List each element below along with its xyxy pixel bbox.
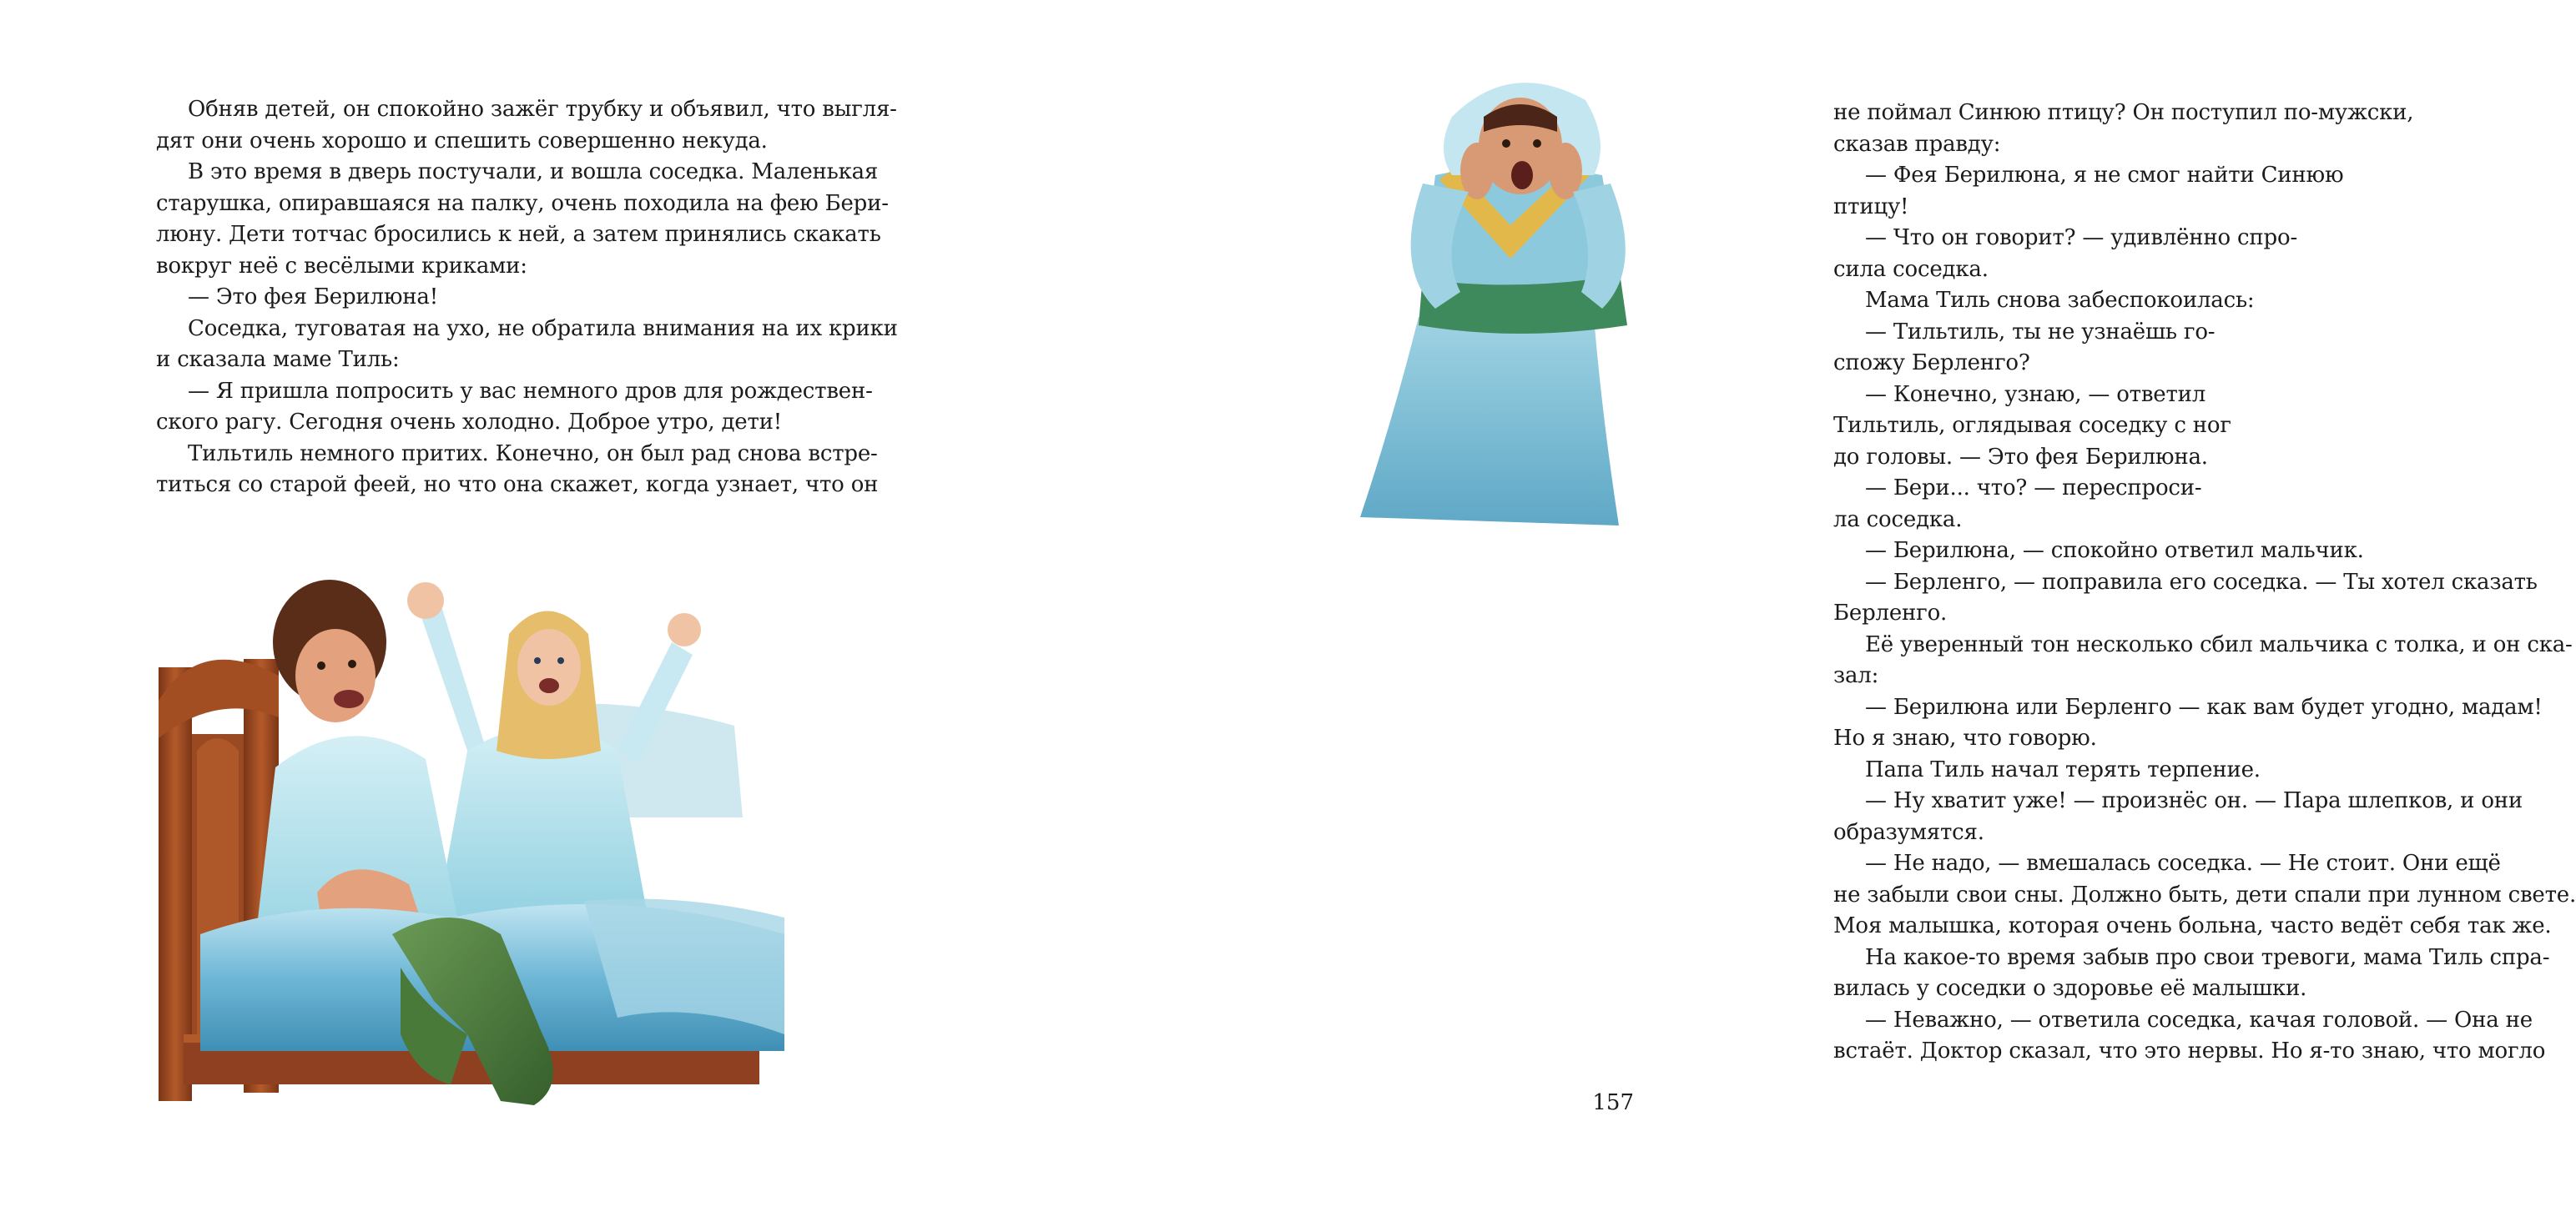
- text-line: образумятся.: [1833, 819, 1984, 845]
- right-page-text: [1833, 98, 2576, 1068]
- right-page: [879, 0, 2576, 1222]
- left-page: [0, 0, 898, 1222]
- text-line: — Берилюна, — спокойно ответил мальчик.: [1865, 538, 2364, 563]
- text-line: Берленго.: [1833, 601, 1948, 626]
- text-line: Но я знаю, что говорю.: [1833, 726, 2097, 751]
- left-page-text: [156, 94, 898, 501]
- text-line: встаёт. Доктор сказал, что это нервы. Но я-то знаю, что могло: [1833, 1038, 2546, 1064]
- text-line: — Конечно, узнаю, — ответил: [1865, 381, 2206, 407]
- text-line: — Тильтиль, ты не узнаёшь го-: [1865, 319, 2216, 344]
- text-line: старушка, опиравшаяся на палку, очень походила на фею Бери-: [156, 190, 889, 216]
- text-line: — Я пришла попросить у вас немного дров для рождествен-: [188, 378, 873, 404]
- text-line: вокруг неё с весёлыми криками:: [156, 253, 527, 279]
- neighbor-dress: [1360, 317, 1619, 526]
- text-line: — Это фея Берилюна!: [188, 284, 438, 309]
- text-line: ского рагу. Сегодня очень холодно. Доброе утро, дети!: [156, 410, 783, 435]
- text-line: сказав правду:: [1833, 131, 2001, 157]
- text-line: до головы. — Это фея Берилюна.: [1833, 444, 2208, 470]
- text-line: — Не надо, — вмешалась соседка. — Не стоит. Они ещё: [1865, 851, 2501, 876]
- neighbor-illustration: [1343, 67, 1677, 534]
- text-line: — Что он говорит? — удивлённо спро-: [1865, 225, 2298, 250]
- text-line: дят они очень хорошо и спешить совершенно некуда.: [156, 128, 768, 153]
- text-line: титься со старой феей, но что она скажет, когда узнает, что он: [156, 472, 879, 497]
- text-line: вилась у соседки о здоровье её малышки.: [1833, 976, 2307, 1001]
- text-line: Тильтиль немного притих. Конечно, он был рад снова встре-: [188, 440, 878, 466]
- text-line: В это время в дверь постучали, и вошла соседка. Маленькая: [188, 159, 879, 184]
- children-on-bed-illustration: [150, 500, 818, 1109]
- text-line: Её уверенный тон несколько сбил мальчика с толка, и он ска-: [1865, 631, 2573, 657]
- text-line: Моя малышка, которая очень больна, часто ведёт себя так же.: [1833, 913, 2552, 938]
- text-line: люну. Дети тотчас бросились к ней, а затем принялись скакать: [156, 222, 881, 247]
- text-line: птицу!: [1833, 194, 1909, 219]
- text-line: Обняв детей, он спокойно зажёг трубку и объявил, что выгля-: [188, 97, 897, 122]
- text-line: Папа Тиль начал терять терпение.: [1865, 757, 2261, 782]
- text-line: — Бери... что? — переспроси-: [1865, 475, 2202, 500]
- text-line: Мама Тиль снова забеспокоилась:: [1865, 288, 2255, 313]
- text-line: — Ну хватит уже! — произнёс он. — Пара шлепков, и они: [1865, 788, 2523, 813]
- text-line: сила соседка.: [1833, 256, 1989, 282]
- text-line: — Берленго, — поправила его соседка. — Ты хотел сказать: [1865, 569, 2538, 595]
- text-line: и сказала маме Тиль:: [156, 347, 400, 372]
- page-number: 157: [1592, 1090, 1634, 1115]
- text-line: На какое-то время забыв про свои тревоги, мама Тиль спра-: [1865, 944, 2550, 970]
- text-line: не забыли свои сны. Должно быть, дети спали при лунном свете.: [1833, 882, 2576, 908]
- text-line: Тильтиль, оглядывая соседку с ног: [1833, 413, 2231, 438]
- text-line: — Берилюна или Берленго — как вам будет угодно, мадам!: [1865, 694, 2543, 720]
- text-line: не поймал Синюю птицу? Он поступил по-мужски,: [1833, 100, 2414, 125]
- text-line: — Неважно, — ответила соседка, качая головой. — Она не: [1865, 1007, 2533, 1033]
- text-line: ла соседка.: [1833, 506, 1963, 532]
- text-line: спожу Берленго?: [1833, 350, 2030, 375]
- text-line: зал:: [1833, 663, 1879, 688]
- text-line: — Фея Берилюна, я не смог найти Синюю: [1865, 163, 2344, 188]
- text-line: Соседка, туговатая на ухо, не обратила внимания на их крики: [188, 315, 898, 341]
